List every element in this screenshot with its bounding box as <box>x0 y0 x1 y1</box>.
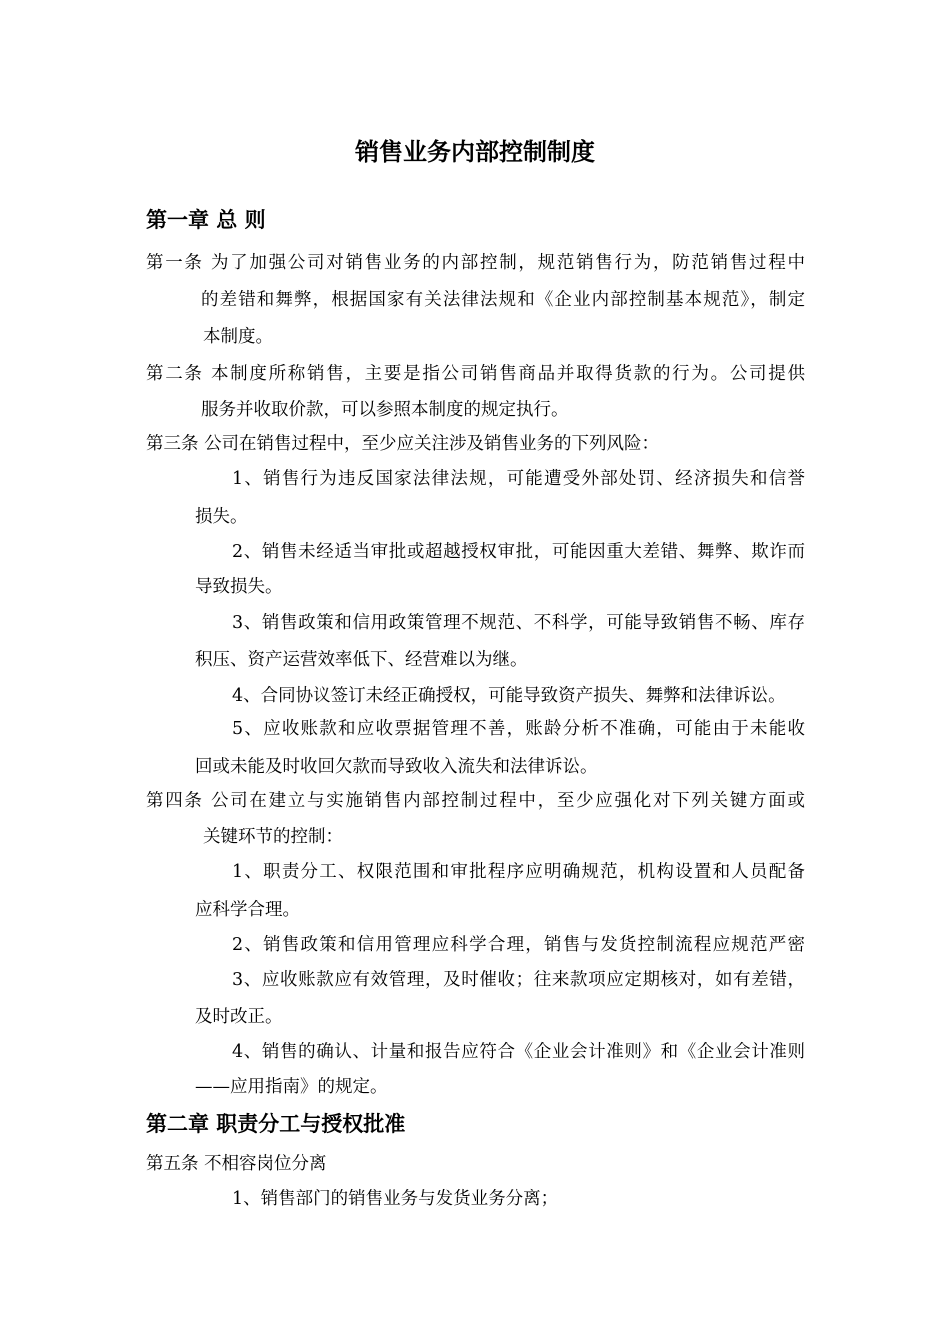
article-2-line-1: 第二条 本制度所称销售，主要是指公司销售商品并取得货款的行为。公司提供 <box>146 364 805 384</box>
article-1-line-2: 的差错和舞弊，根据国家有关法律法规和《企业内部控制基本规范》，制定 <box>201 290 805 310</box>
article-4-item-1-line-1: 1、职责分工、权限范围和审批程序应明确规范，机构设置和人员配备 <box>232 862 805 882</box>
article-3-item-5-line-1: 5、应收账款和应收票据管理不善，账龄分析不准确，可能由于未能收 <box>232 719 805 739</box>
article-3-item-1-line-2: 损失。 <box>195 507 248 527</box>
article-3-line-1: 第三条 公司在销售过程中，至少应关注涉及销售业务的下列风险： <box>146 434 660 454</box>
article-4-item-3-line-1: 3、应收账款应有效管理，及时催收；往来款项应定期核对，如有差错， <box>232 970 805 990</box>
chapter-heading-2: 第二章 职责分工与授权批准 <box>146 1111 406 1136</box>
article-3-item-1-line-1: 1、销售行为违反国家法律法规，可能遭受外部处罚、经济损失和信誉 <box>232 469 805 489</box>
article-5-item-1-line-1: 1、销售部门的销售业务与发货业务分离； <box>232 1189 559 1209</box>
article-3-item-3-line-2: 积压、资产运营效率低下、经营难以为继。 <box>195 650 528 670</box>
article-4-item-4-line-1: 4、销售的确认、计量和报告应符合《企业会计准则》和《企业会计准则 <box>232 1042 805 1062</box>
article-4-item-3-line-2: 及时改正。 <box>195 1007 283 1027</box>
article-2-line-2: 服务并收取价款，可以参照本制度的规定执行。 <box>201 400 569 420</box>
article-5-line-1: 第五条 不相容岗位分离 <box>146 1154 327 1174</box>
article-4-item-2-line-1: 2、销售政策和信用管理应科学合理，销售与发货控制流程应规范严密 <box>232 935 805 955</box>
article-1-line-1: 第一条 为了加强公司对销售业务的内部控制，规范销售行为，防范销售过程中 <box>146 253 805 273</box>
article-4-line-2: 关键环节的控制： <box>203 827 343 847</box>
document-title: 销售业务内部控制制度 <box>355 137 595 166</box>
article-3-item-2-line-2: 导致损失。 <box>195 577 283 597</box>
article-3-item-3-line-1: 3、销售政策和信用政策管理不规范、不科学，可能导致销售不畅、库存 <box>232 613 805 633</box>
article-4-line-1: 第四条 公司在建立与实施销售内部控制过程中，至少应强化对下列关键方面或 <box>146 791 805 811</box>
article-4-item-1-line-2: 应科学合理。 <box>195 900 300 920</box>
chapter-heading-1: 第一章 总 则 <box>146 207 266 232</box>
article-3-item-2-line-1: 2、销售未经适当审批或超越授权审批，可能因重大差错、舞弊、欺诈而 <box>232 542 805 562</box>
article-3-item-5-line-2: 回或未能及时收回欠款而导致收入流失和法律诉讼。 <box>195 757 598 777</box>
article-3-item-4-line-1: 4、合同协议签订未经正确授权，可能导致资产损失、舞弊和法律诉讼。 <box>232 686 786 706</box>
article-1-line-3: 本制度。 <box>203 327 273 347</box>
article-4-item-4-line-2: ——应用指南》的规定。 <box>195 1077 388 1097</box>
